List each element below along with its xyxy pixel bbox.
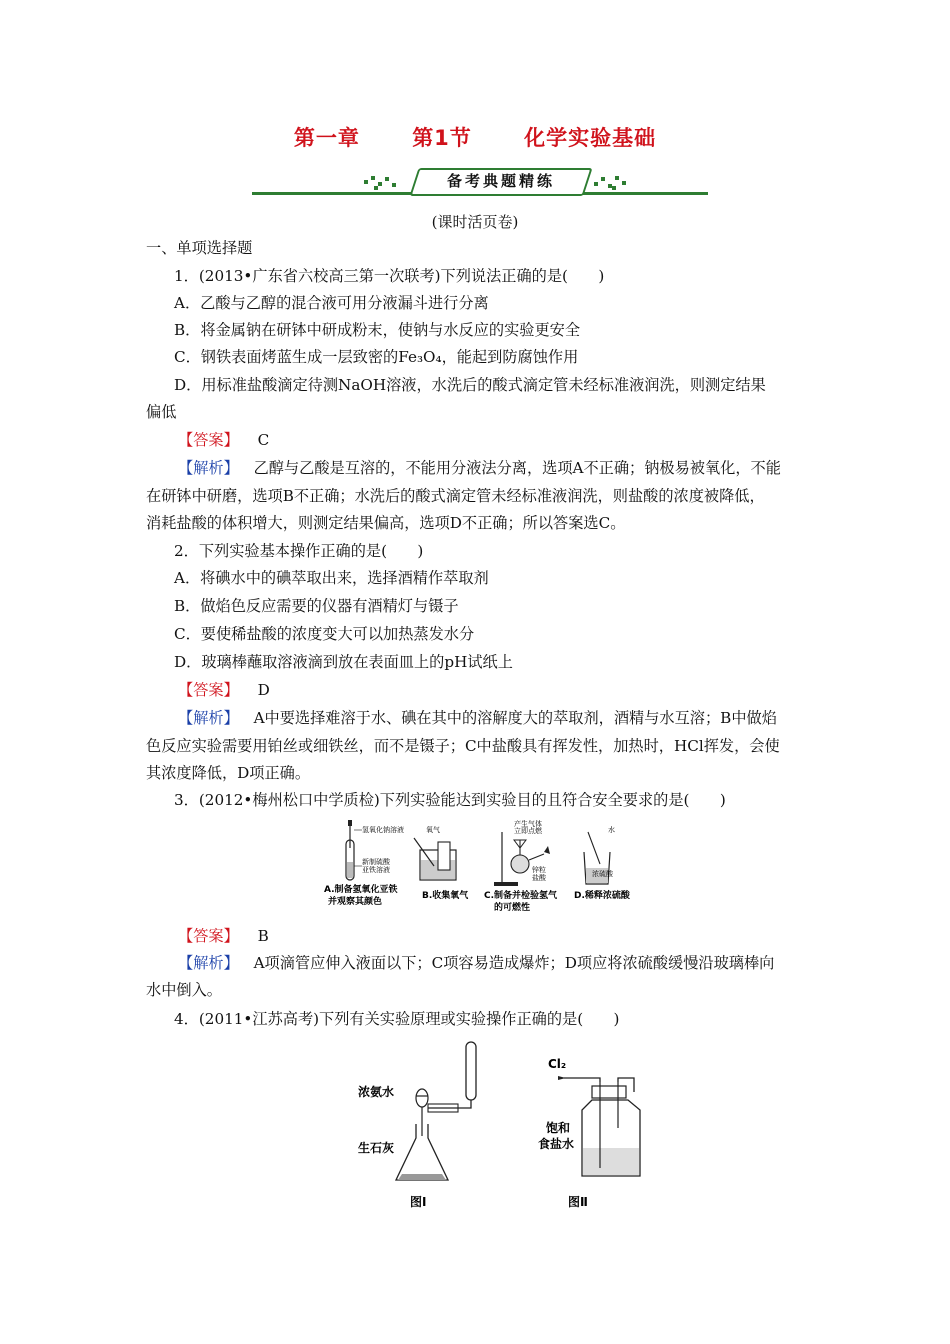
q3-answer <box>178 926 816 946</box>
fig-a-caption-1: A.制备氢氧化亚铁 <box>324 885 398 895</box>
fig2-label-3: 食盐水 <box>538 1137 575 1151</box>
fig-d-caption: D.稀释浓硫酸 <box>574 891 630 901</box>
q4-apparatus-figure <box>356 1038 646 1218</box>
q2-analysis-line1 <box>178 708 816 728</box>
answer-value: B <box>257 927 269 945</box>
topic-label: 化学实验基础 <box>524 126 657 150</box>
answer-value: D <box>257 681 270 699</box>
q1-option-d: D．用标准盐酸滴定待测NaOH溶液，水洗后的酸式滴定管未经标准液润洗，则测定结果 <box>174 376 766 394</box>
q2-option-b: B．做焰色反应需要的仪器有酒精灯与镊子 <box>174 597 459 615</box>
q1-analysis-line2: 在研钵中研磨，选项B不正确；水洗后的酸式滴定管未经标准液润洗，则盐酸的浓度被降低， <box>146 487 765 505</box>
answer-tag: 【答案】 <box>178 681 239 699</box>
analysis-tag: 【解析】 <box>178 459 239 477</box>
figure-one <box>358 1042 476 1209</box>
fig-d-label-1: 水 <box>608 826 615 834</box>
q4-stem: 4．(2011•江苏高考)下列有关实验原理或实验操作正确的是( ) <box>174 1010 620 1028</box>
q3-analysis-line2: 水中倒入。 <box>146 981 222 999</box>
figure-two <box>538 1057 640 1209</box>
decoration-dots-right <box>592 174 632 190</box>
apparatus-b <box>414 825 469 901</box>
fig-c-label-3: 锌粒 <box>532 866 546 874</box>
apparatus-d <box>574 825 631 901</box>
q2-option-a: A．将碘水中的碘萃取出来，选择酒精作萃取剂 <box>174 569 489 587</box>
fig1-label-1: 浓氨水 <box>358 1085 395 1099</box>
q2-answer <box>178 680 816 700</box>
fig-a-caption-2: 并观察其颜色 <box>328 897 383 907</box>
q1-option-c: C．钢铁表面烤蓝生成一层致密的Fe₃O₄，能起到防腐蚀作用 <box>174 348 579 366</box>
banner-title: 备考典题精练 <box>446 172 555 190</box>
fig-c-caption-2: 的可燃性 <box>494 903 531 913</box>
fig-a-label-1: 氢氧化钠溶液 <box>362 826 404 834</box>
q3-stem: 3．(2012•梅州松口中学质检)下列实验能达到实验目的且符合安全要求的是( ) <box>174 791 726 809</box>
fig1-caption: 图Ⅰ <box>410 1195 427 1209</box>
fig-d-label-2: 浓硫酸 <box>592 870 613 878</box>
q1-option-a: A．乙酸与乙醇的混合液可用分液漏斗进行分离 <box>174 294 489 312</box>
page-subtitle: (课时活页卷) <box>431 213 519 231</box>
q1-option-d-cont: 偏低 <box>146 403 177 421</box>
fig-c-label-2: 立即点燃 <box>514 827 542 835</box>
fig2-label-1: Cl₂ <box>548 1057 567 1071</box>
section-heading: 一、单项选择题 <box>146 239 253 257</box>
q2-stem: 2．下列实验基本操作正确的是( ) <box>174 542 424 560</box>
fig-c-label-4: 盐酸 <box>532 874 546 882</box>
fig-b-caption: B.收集氧气 <box>422 891 469 901</box>
decoration-dots-left <box>362 174 402 190</box>
analysis-text: A项滴管应伸入液面以下；C项容易造成爆炸；D项应将浓硫酸缓慢沿玻璃棒向 <box>253 954 775 972</box>
fig-c-label-1: 产生气体 <box>514 820 542 828</box>
answer-tag: 【答案】 <box>178 431 239 449</box>
analysis-tag: 【解析】 <box>178 709 239 727</box>
q1-answer <box>178 430 816 450</box>
fig2-label-2: 饱和 <box>546 1121 571 1135</box>
apparatus-a <box>324 820 404 907</box>
analysis-text: 乙醇与乙酸是互溶的，不能用分液法分离，选项A不正确；钠极易被氧化，不能 <box>253 459 781 477</box>
chapter-label: 第一章 <box>293 126 360 150</box>
fig-a-label-3: 亚铁溶液 <box>362 866 390 874</box>
q1-analysis-line3: 消耗盐酸的体积增大，则测定结果偏高，选项D不正确；所以答案选C。 <box>146 514 626 532</box>
fig1-label-2: 生石灰 <box>358 1141 395 1155</box>
q3-analysis-line1 <box>178 953 816 973</box>
q2-option-c: C．要使稀盐酸的浓度变大可以加热蒸发水分 <box>174 625 475 643</box>
page-title <box>0 122 950 152</box>
answer-tag: 【答案】 <box>178 927 239 945</box>
q1-analysis-line1 <box>178 458 816 478</box>
fig2-caption: 图Ⅱ <box>568 1195 588 1209</box>
q1-option-b: B．将金属钠在研钵中研成粉末，使钠与水反应的实验更安全 <box>174 321 581 339</box>
section-banner <box>362 168 632 196</box>
fig-a-label-2: 新制硫酸 <box>362 858 390 866</box>
apparatus-c <box>484 819 558 913</box>
q3-apparatus-figure <box>318 818 630 918</box>
analysis-tag: 【解析】 <box>178 954 239 972</box>
q2-analysis-line2: 色反应实验需要用铂丝或细铁丝，而不是镊子；C中盐酸具有挥发性，加热时，HCl挥发，会使 <box>146 737 780 755</box>
fig-c-caption-1: C.制备并检验氢气 <box>484 891 558 901</box>
q2-analysis-line3: 其浓度降低，D项正确。 <box>146 764 311 782</box>
q2-option-d: D．玻璃棒蘸取溶液滴到放在表面皿上的pH试纸上 <box>174 653 513 671</box>
section-label: 第1节 <box>412 126 472 150</box>
analysis-text: A中要选择难溶于水、碘在其中的溶解度大的萃取剂，酒精与水互溶；B中做焰 <box>253 709 777 727</box>
fig-b-label: 氧气 <box>426 826 440 834</box>
answer-value: C <box>257 431 270 449</box>
q1-stem: 1．(2013•广东省六校高三第一次联考)下列说法正确的是( ) <box>174 267 605 285</box>
